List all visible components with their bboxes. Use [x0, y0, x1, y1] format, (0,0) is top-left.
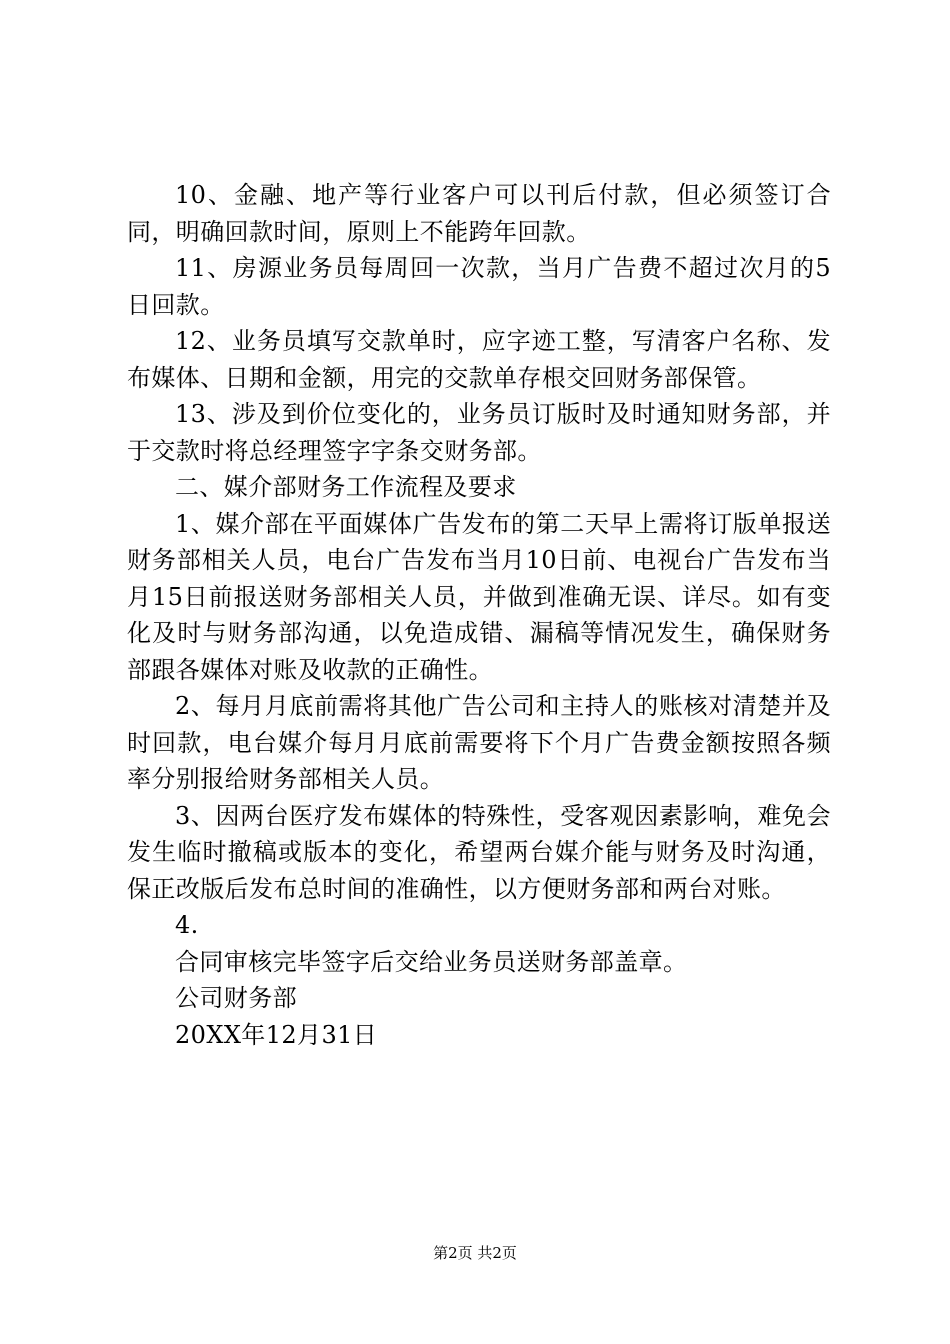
paragraph-13: 13、涉及到价位变化的，业务员订版时及时通知财务部，并于交款时将总经理签字字条交财务部。: [127, 400, 831, 465]
signature-department: 公司财务部: [175, 984, 297, 1012]
paragraph-10: 10、金融、地产等行业客户可以刊后付款，但必须签订合同，明确回款时间，原则上不能跨年回款。: [127, 181, 831, 246]
document-body: [127, 177, 831, 1053]
paragraph-12: 12、业务员填写交款单时，应字迹工整，写清客户名称、发布媒体、日期和金额，用完的交款单存根交回财务部保管。: [127, 327, 831, 392]
signature-date: 20XX年12月31日: [175, 1020, 378, 1049]
paragraph-contract-stamp: 合同审核完毕签字后交给业务员送财务部盖章。: [175, 947, 688, 976]
paragraph-media-2: 2、每月月底前需将其他广告公司和主持人的账核对清楚并及时回款，电台媒介每月月底前需要将下个月广告费金额按照各频率分别报给财务部相关人员。: [127, 692, 831, 793]
paragraph-media-4-number: 4.: [175, 911, 199, 939]
paragraph-media-1: 1、媒介部在平面媒体广告发布的第二天早上需将订版单报送财务部相关人员，电台广告发布当月10日前、电视台广告发布当月15日前报送财务部相关人员，并做到准确无误、详尽。如有变化及时与财务部沟通，以免造成错、漏稿等情况发生，确保财务部跟各媒体对账及收款的正确性。: [127, 509, 831, 684]
paragraph-media-3: 3、因两台医疗发布媒体的特殊性，受客观因素影响，难免会发生临时撤稿或版本的变化，希望两台媒介能与财务及时沟通，保正改版后发布总时间的准确性，以方便财务部和两台对账。: [127, 801, 831, 903]
section-heading-media: 二、媒介部财务工作流程及要求: [175, 473, 517, 501]
page-footer: [0, 1243, 950, 1263]
page-number-label: 第2页 共2页: [433, 1244, 517, 1262]
paragraph-11: 11、房源业务员每周回一次款，当月广告费不超过次月的5日回款。: [127, 254, 831, 319]
